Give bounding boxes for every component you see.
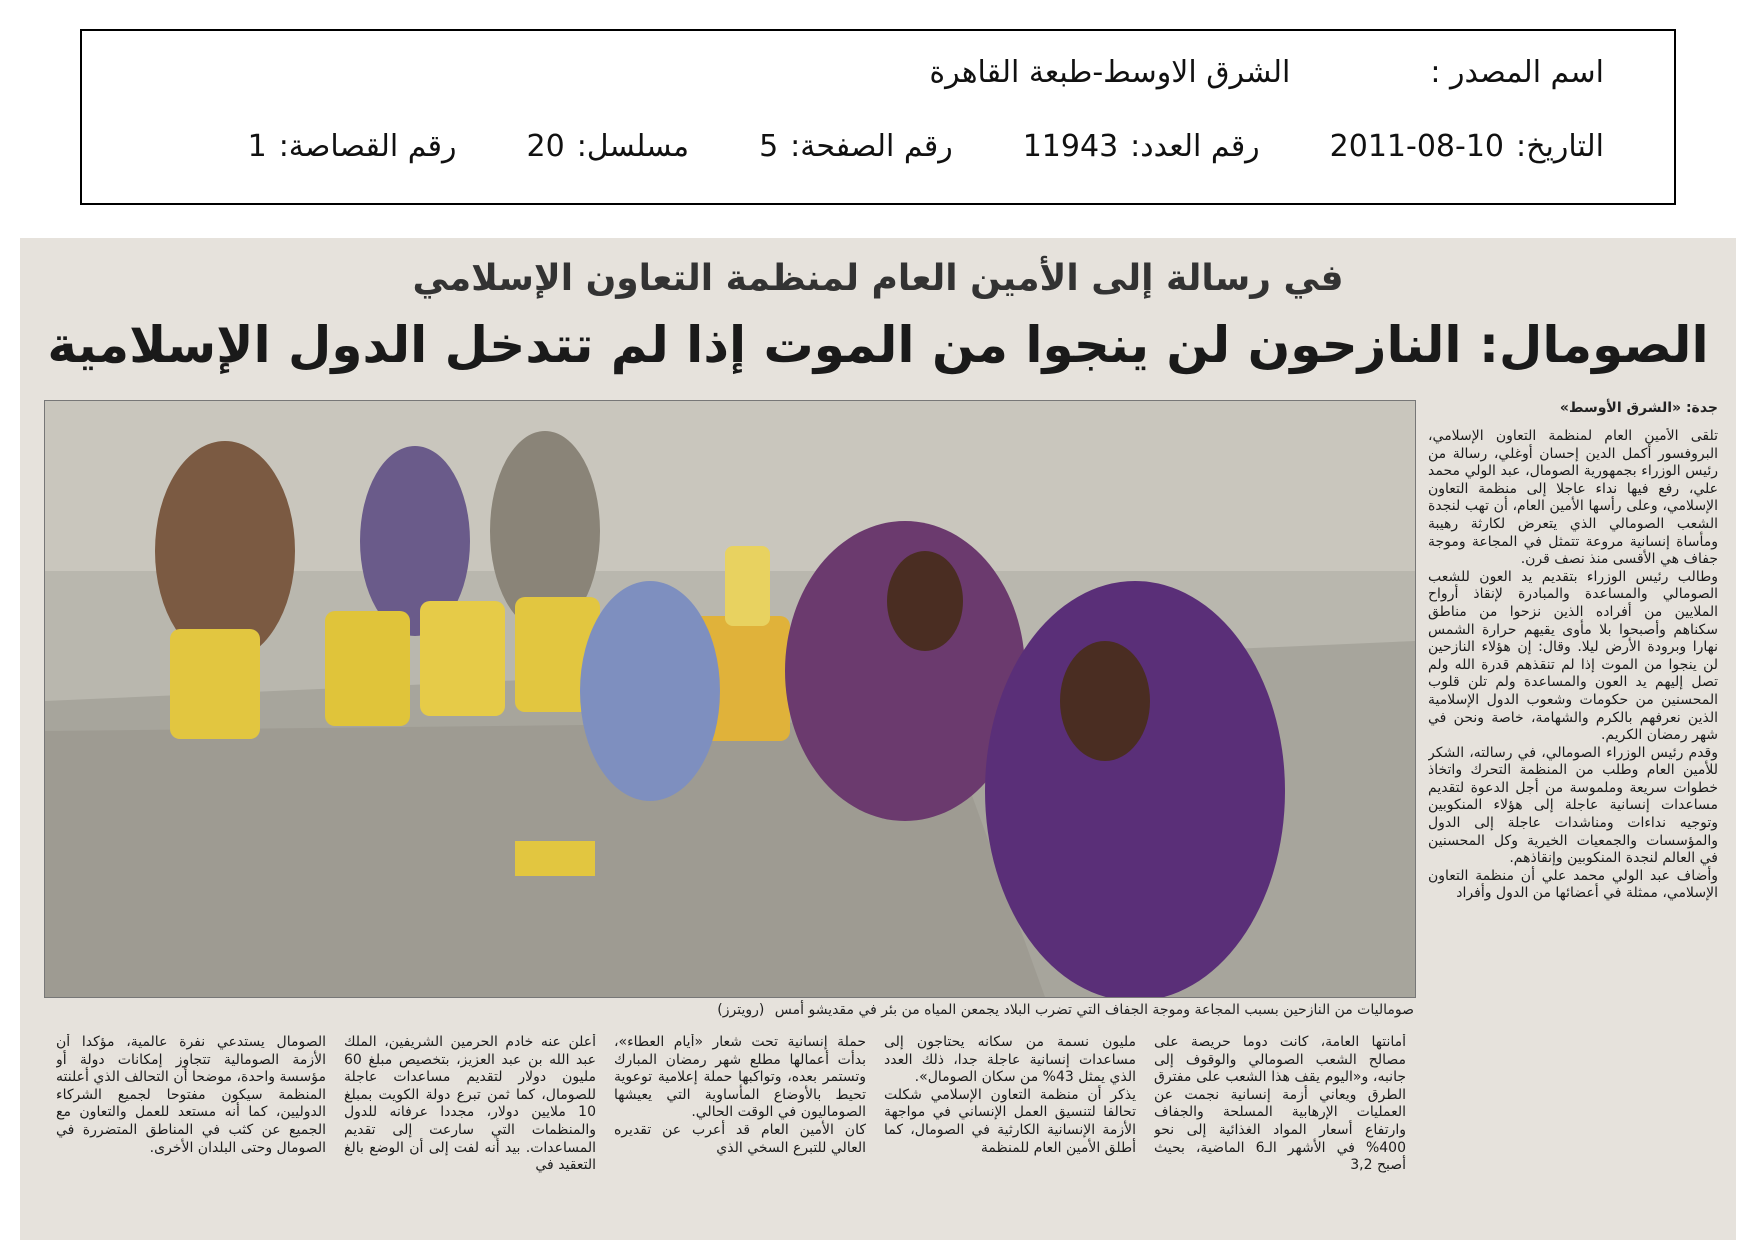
newspaper-clipping — [20, 238, 1736, 1240]
issue-field — [1023, 129, 1260, 164]
jerrycan — [325, 611, 410, 726]
article-column-3: حملة إنسانية تحت شعار «أيام العطاء»، بدأت أعمالها مطلع شهر رمضان المبارك وتستمر بعده، وتواكبها حملة إعلامية توعوية تحيط بالأوضاع المأساوية التي يعيشها الصوماليون في الوقت الحالي. كان الأمين العام قد أعرب عن تقديره العالي للتبرع السخي الذي — [614, 1034, 866, 1156]
serial-value: 20 — [526, 129, 565, 164]
jerrycan-small — [515, 841, 595, 876]
caption-credit: (رويترز) — [717, 1002, 765, 1018]
jerrycan — [170, 629, 260, 739]
photo-caption — [44, 1002, 1414, 1018]
clip-value: 1 — [247, 129, 267, 164]
article-headline: الصومال: النازحون لن ينجوا من الموت إذا لم تتدخل الدول الإسلامية — [47, 316, 1709, 374]
article-column-5: الصومال يستدعي نفرة عالمية، مؤكدا أن الأزمة الصومالية تتجاوز إمكانات دولة أو مؤسسة واحدة، موضحا أن التحالف الذي أعلنته المنظمة سيكون مفتوحا لجميع الشركاء الدوليين، كما أنه مستعد للعمل والتعاون مع الجميع عن كثب في المناطق المتضررة في الصومال وحتى البلدان الأخرى. — [56, 1034, 326, 1156]
source-value: الشرق الاوسط-طبعة القاهرة — [929, 55, 1291, 90]
photo-illustration — [45, 401, 1415, 997]
photo-girl-violet-scarf — [985, 581, 1285, 997]
metadata-row — [178, 129, 1604, 164]
serial-field — [527, 129, 690, 164]
jerrycan-lifted — [725, 546, 770, 626]
source-info-box — [80, 29, 1676, 205]
article-dateline: جدة: «الشرق الأوسط» — [1559, 400, 1718, 416]
page-value: 5 — [759, 129, 779, 164]
article-column-4: أعلن عنه خادم الحرمين الشريفين، الملك عبد الله بن عبد العزيز، بتخصيص مبلغ 60 مليون دولار لتقديم مساعدات عاجلة للصومال، كما ثمن تبرع دولة الكويت بمبلغ 10 ملايين دولار، مجددا عرفانه للدول والمنظمات التي سارعت إلى تقديم المساعدات. بيد أنه لفت إلى أن الوضع بالغ التعقيد في — [344, 1034, 596, 1174]
date-field — [1330, 129, 1604, 164]
photo-face — [1060, 641, 1150, 761]
date-label: التاريخ: — [1516, 129, 1604, 164]
issue-value: 11943 — [1022, 129, 1119, 164]
serial-label: مسلسل: — [576, 129, 690, 164]
clip-label: رقم القصاصة: — [278, 129, 457, 164]
photo-face — [887, 551, 963, 651]
page-field — [759, 129, 953, 164]
jerrycan — [420, 601, 505, 716]
article-overline: في رسالة إلى الأمين العام لمنظمة التعاون الإسلامي — [412, 258, 1344, 299]
caption-text: صوماليات من النازحين بسبب المجاعة وموجة الجفاف التي تضرب البلاد يجمعن المياه من بئر في مقديشو أمس — [774, 1002, 1414, 1018]
article-column-2: مليون نسمة من سكانه يحتاجون إلى مساعدات إنسانية عاجلة جدا، ذلك العدد الذي يمثل 43% من سكان الصومال». يذكر أن منظمة التعاون الإسلامي شكلت تحالفا لتنسيق العمل الإنساني في مواجهة الأزمة الإنسانية الكارثية في الصومال، كما أطلق الأمين العام للمنظمة — [884, 1034, 1136, 1156]
clip-field — [248, 129, 457, 164]
photo-woman-left — [155, 441, 295, 661]
article-column-main: تلقى الأمين العام لمنظمة التعاون الإسلامي، البروفسور أكمل الدين إحسان أوغلي، رسالة من رئيس الوزراء بجمهورية الصومال، عبد الولي محمد علي، رفع فيها نداء عاجلا إلى منظمة التعاون الإسلامي، وعلى رأسها الأمين العام، أن تهب لنجدة الشعب الصومالي الذي يتعرض لكارثة رهيبة ومأساة إنسانية مروعة تتمثل في المجاعة وموجة جفاف هي الأقسى منذ نصف قرن. وطالب رئيس الوزراء بتقديم يد العون للشعب الصومالي والمساعدة والمبادرة لإنقاذ أرواح الملايين من أفراده الذين نزحوا من مناطق سكناهم وأصبحوا بلا مأوى يقيهم حرارة الشمس نهارا وبرودة الأرض ليلا. وقال: إن هؤلاء النازحين لن ينجوا من الموت إذا لم تنقذهم قدرة الله ولم تصل إليهم يد العون والمساعدة ولم تلن قلوب المحسنين من حكومات وشعوب الدول الإسلامية الذين نعرفهم بالكرم والشهامة، خاصة ونحن في شهر رمضان الكريم. وقدم رئيس الوزراء الصومالي، في رسالته، الشكر للأمين العام وطلب من المنظمة التحرك واتخاذ خطوات سريعة وملموسة من أجل الدعوة لتقديم مساعدات إنسانية عاجلة إلى هؤلاء المنكوبين وتوجيه نداءات ومناشدات عاجلة إلى الدول والمؤسسات والجمعيات الخيرية وكل المحسنين في العالم لنجدة المنكوبين وإنقاذهم. وأضاف عبد الولي محمد علي أن منظمة التعاون الإسلامي، ممثلة في أعضائها من الدول وأفراد — [1428, 428, 1718, 902]
page-label: رقم الصفحة: — [790, 129, 953, 164]
photo-child-bending — [580, 581, 720, 801]
source-label: اسم المصدر : — [1430, 55, 1604, 90]
issue-label: رقم العدد: — [1130, 129, 1260, 164]
article-column-1: أمانتها العامة، كانت دوما حريصة على مصالح الشعب الصومالي والوقوف إلى جانبه، و«اليوم يقف هذا الشعب على مفترق الطرق ويعاني أزمة إنسانية نجمت عن العمليات الإرهابية المسلحة والجفاف وارتفاع أسعار المواد الغذائية إلى نحو 400% في الأشهر الـ6 الماضية، بحيث أصبح 3,2 — [1154, 1034, 1406, 1174]
date-value: 2011-08-10 — [1329, 129, 1505, 164]
article-photo — [44, 400, 1416, 998]
source-row — [929, 55, 1604, 90]
